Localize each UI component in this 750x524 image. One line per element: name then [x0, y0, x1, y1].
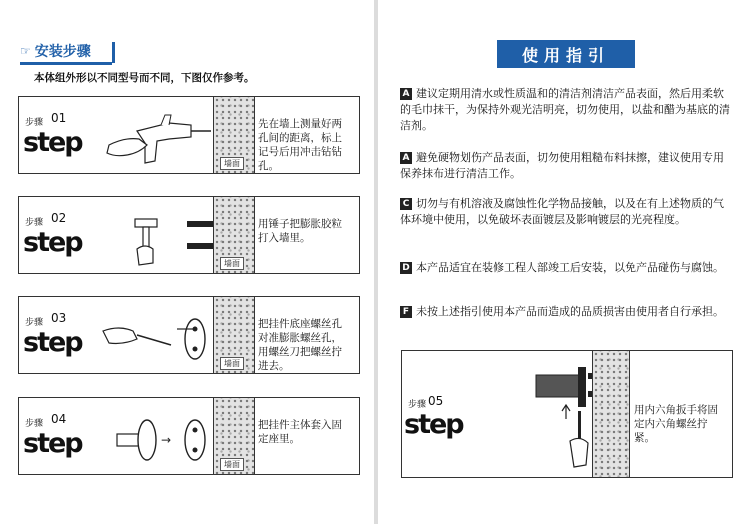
step-number: 03 [51, 311, 67, 325]
step-label: 步骤 [25, 318, 44, 328]
wall-label: 墙面 [220, 257, 244, 270]
usage-guide-title: 使用指引 [497, 40, 635, 68]
step-label: 步骤 [25, 118, 44, 128]
wall-label: 墙面 [220, 357, 244, 370]
step-text: 先在墙上测量好两孔间的距离，标上记号后用冲击钻钻孔。 [258, 118, 342, 172]
step-label: 步骤 [25, 419, 44, 429]
install-steps-heading [20, 40, 112, 65]
hammer-illustration [99, 201, 213, 269]
tip-item [400, 196, 730, 228]
step-number: 05 [428, 394, 444, 408]
step-number: 04 [51, 412, 67, 426]
step-word: step [23, 327, 82, 358]
drill-illustration [99, 101, 213, 169]
step-number: 01 [51, 111, 67, 125]
step-card-1 [18, 96, 360, 174]
step-text: 用锤子把膨胀胶粒打入墙里。 [258, 218, 342, 244]
step-text: 把挂件底座螺丝孔对准膨胀螺丝孔，用螺丝刀把螺丝拧进去。 [258, 318, 342, 372]
screwdriver-illustration [99, 301, 213, 369]
step-word: step [23, 227, 82, 258]
step-card-2 [18, 196, 360, 274]
tip-key: A [400, 152, 412, 164]
tip-text: 切勿与有机溶液及腐蚀性化学物品接触，以及在有上述物质的气体环境中使用，以免破坏表面镀层及影响镀层的光亮程度。 [400, 197, 724, 226]
step-label: 步骤 [25, 218, 44, 228]
tip-item [400, 150, 730, 182]
pointing-hand-icon: ☞ [20, 44, 31, 58]
heading-accent [112, 42, 115, 63]
tip-text: 建议定期用清水或性质温和的清洁剂清洁产品表面，然后用柔软的毛巾抹干，为保持外观光洁明亮，切勿使用，以盐和醋为基底的清洁剂。 [400, 87, 730, 132]
tip-key: D [400, 262, 412, 274]
wall-texture [592, 351, 630, 477]
step-label: 步骤 [408, 400, 427, 410]
wall-label: 墙面 [220, 458, 244, 471]
tip-item [400, 304, 730, 320]
step-card-5 [401, 350, 733, 478]
left-page [0, 0, 374, 524]
tip-key: C [400, 198, 412, 210]
mount-assembly-illustration [99, 402, 213, 470]
tip-item [400, 86, 730, 134]
step-text: 用内六角扳手将固定内六角螺丝拧紧。 [634, 404, 718, 444]
step-number: 02 [51, 211, 67, 225]
tip-key: F [400, 306, 412, 318]
step-word: step [23, 127, 82, 158]
tip-item [400, 260, 730, 276]
tip-text: 本产品适宜在装修工程人部竣工后安装，以免产品碰伤与腐蚀。 [416, 261, 724, 274]
step-word: step [404, 409, 463, 440]
tip-key: A [400, 88, 412, 100]
tip-text: 避免硬物划伤产品表面，切勿使用粗糙布料抹擦，建议使用专用保养抹布进行清洁工作。 [400, 151, 724, 180]
tip-text: 未按上述指引使用本产品而造成的品质损害由使用者自行承担。 [416, 305, 724, 318]
svg-text:→: → [161, 433, 172, 447]
step-word: step [23, 428, 82, 459]
wall-label: 墙面 [220, 157, 244, 170]
reference-note: 本体组外形以不同型号而不同，下图仅作参考。 [34, 72, 255, 84]
step-text: 把挂件主体套入固定座里。 [258, 419, 342, 445]
step-card-3 [18, 296, 360, 374]
section-title: 安装步骤 [34, 44, 91, 60]
step-card-4 [18, 397, 360, 475]
